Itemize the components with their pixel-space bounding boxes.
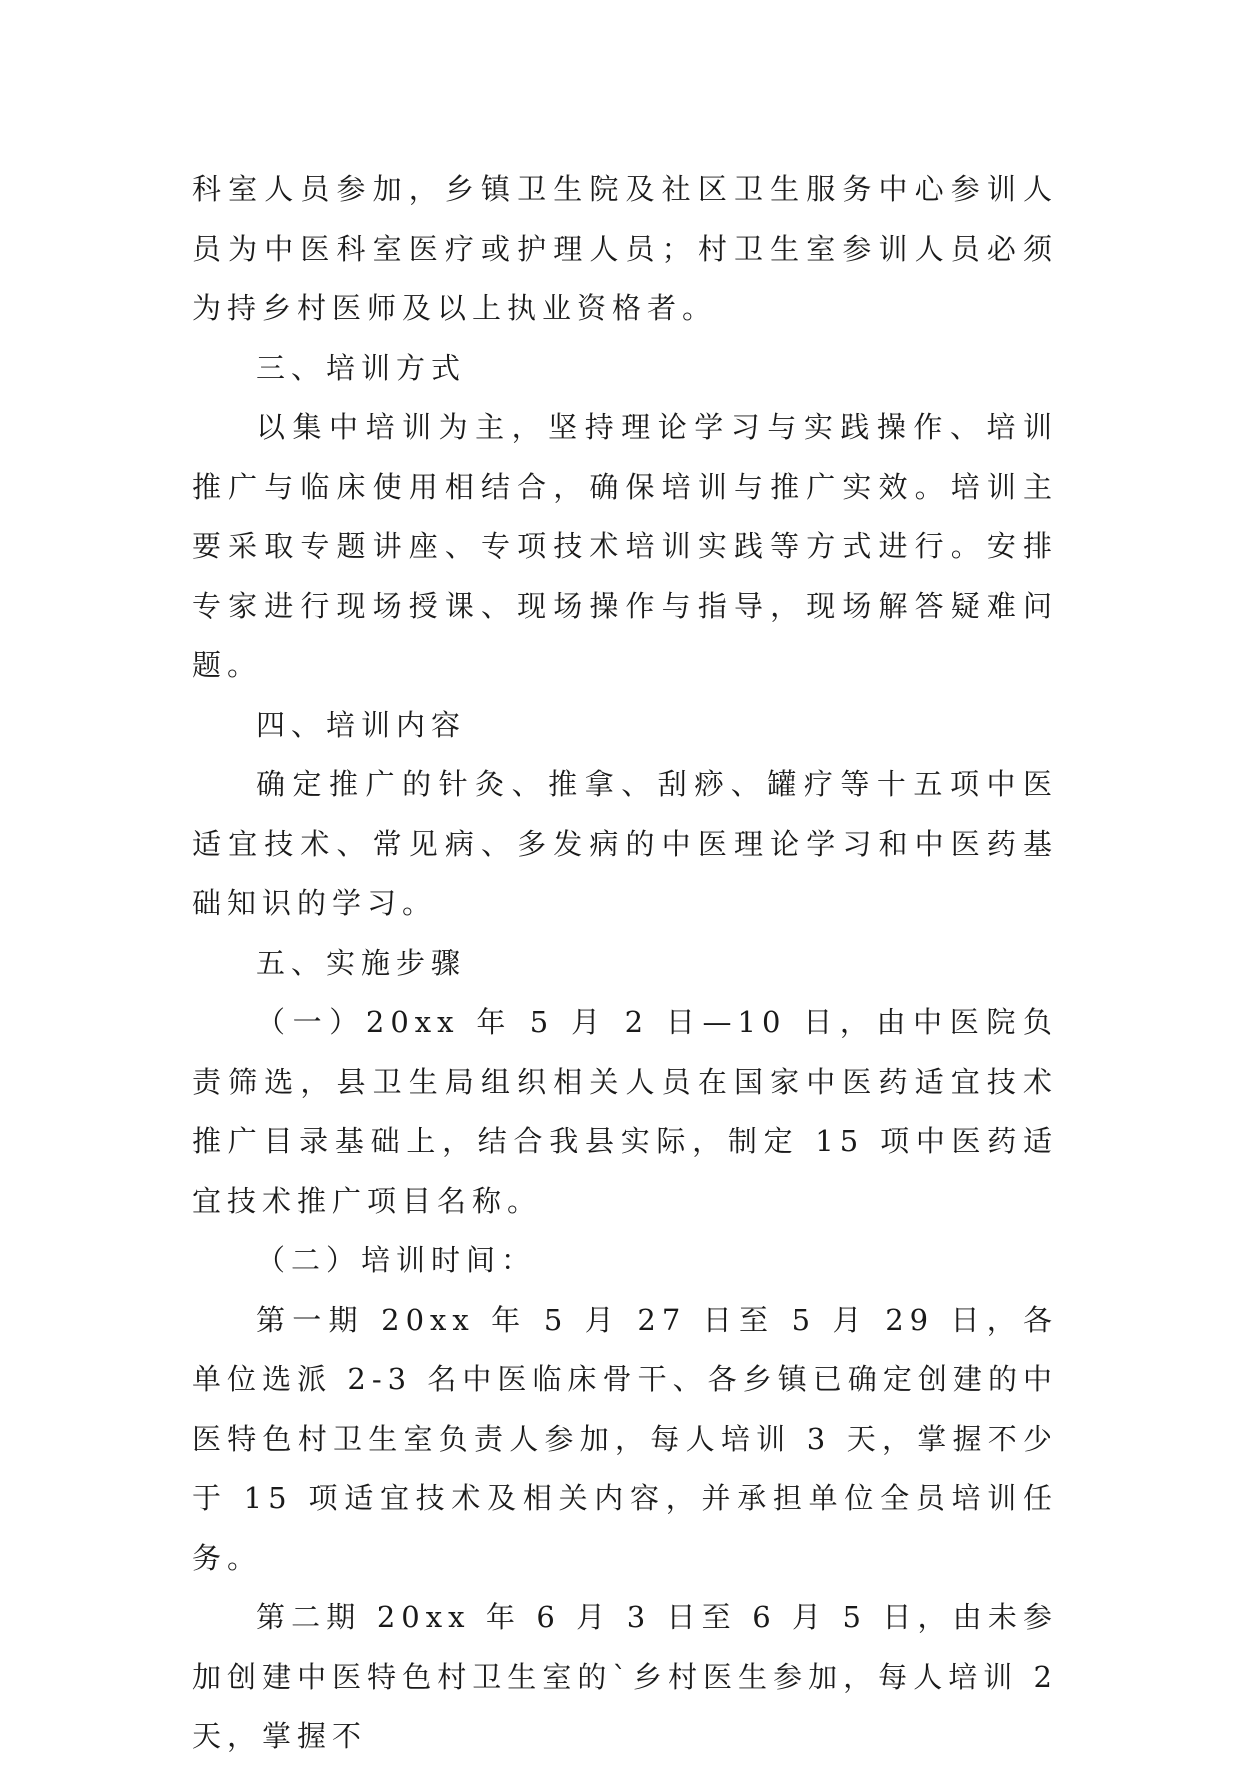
paragraph-participants: 科室人员参加，乡镇卫生院及社区卫生服务中心参训人员为中医科室医疗或护理人员；村卫生室参训人员必须为持乡村医师及以上执业资格者。 <box>192 172 1058 325</box>
section-heading-training-method: 三、培训方式 <box>256 350 467 385</box>
paragraph-training-content: 确定推广的针灸、推拿、刮痧、罐疗等十五项中医适宜技术、常见病、多发病的中医理论学习和中医药基础知识的学习。 <box>192 767 1058 920</box>
subheading-training-time: （二）培训时间： <box>256 1243 537 1277</box>
section-heading-implementation-steps: 五、实施步骤 <box>256 945 467 980</box>
paragraph-step-one: （一）20xx 年 5 月 2 日—10 日，由中医院负责筛选，县卫生局组织相关人员在国家中医药适宜技术推广目录基础上，结合我县实际，制定 15 项中医药适宜技术推广项目名称。 <box>192 1005 1058 1218</box>
document-body <box>192 160 1058 1767</box>
section-heading-training-content: 四、培训内容 <box>256 707 467 742</box>
paragraph-second-session: 第二期 20xx 年 6 月 3 日至 6 月 5 日，由未参加创建中医特色村卫生室的`乡村医生参加，每人培训 2 天，掌握不 <box>192 1600 1058 1753</box>
paragraph-first-session: 第一期 20xx 年 5 月 27 日至 5 月 29 日，各单位选派 2-3 名中医临床骨干、各乡镇已确定创建的中医特色村卫生室负责人参加，每人培训 3 天，掌握不少于 15 项适宜技术及相关内容，并承担单位全员培训任务。 <box>192 1302 1058 1575</box>
paragraph-training-method: 以集中培训为主，坚持理论学习与实践操作、培训推广与临床使用相结合，确保培训与推广实效。培训主要采取专题讲座、专项技术培训实践等方式进行。安排专家进行现场授课、现场操作与指导，现场解答疑难问题。 <box>192 410 1058 682</box>
